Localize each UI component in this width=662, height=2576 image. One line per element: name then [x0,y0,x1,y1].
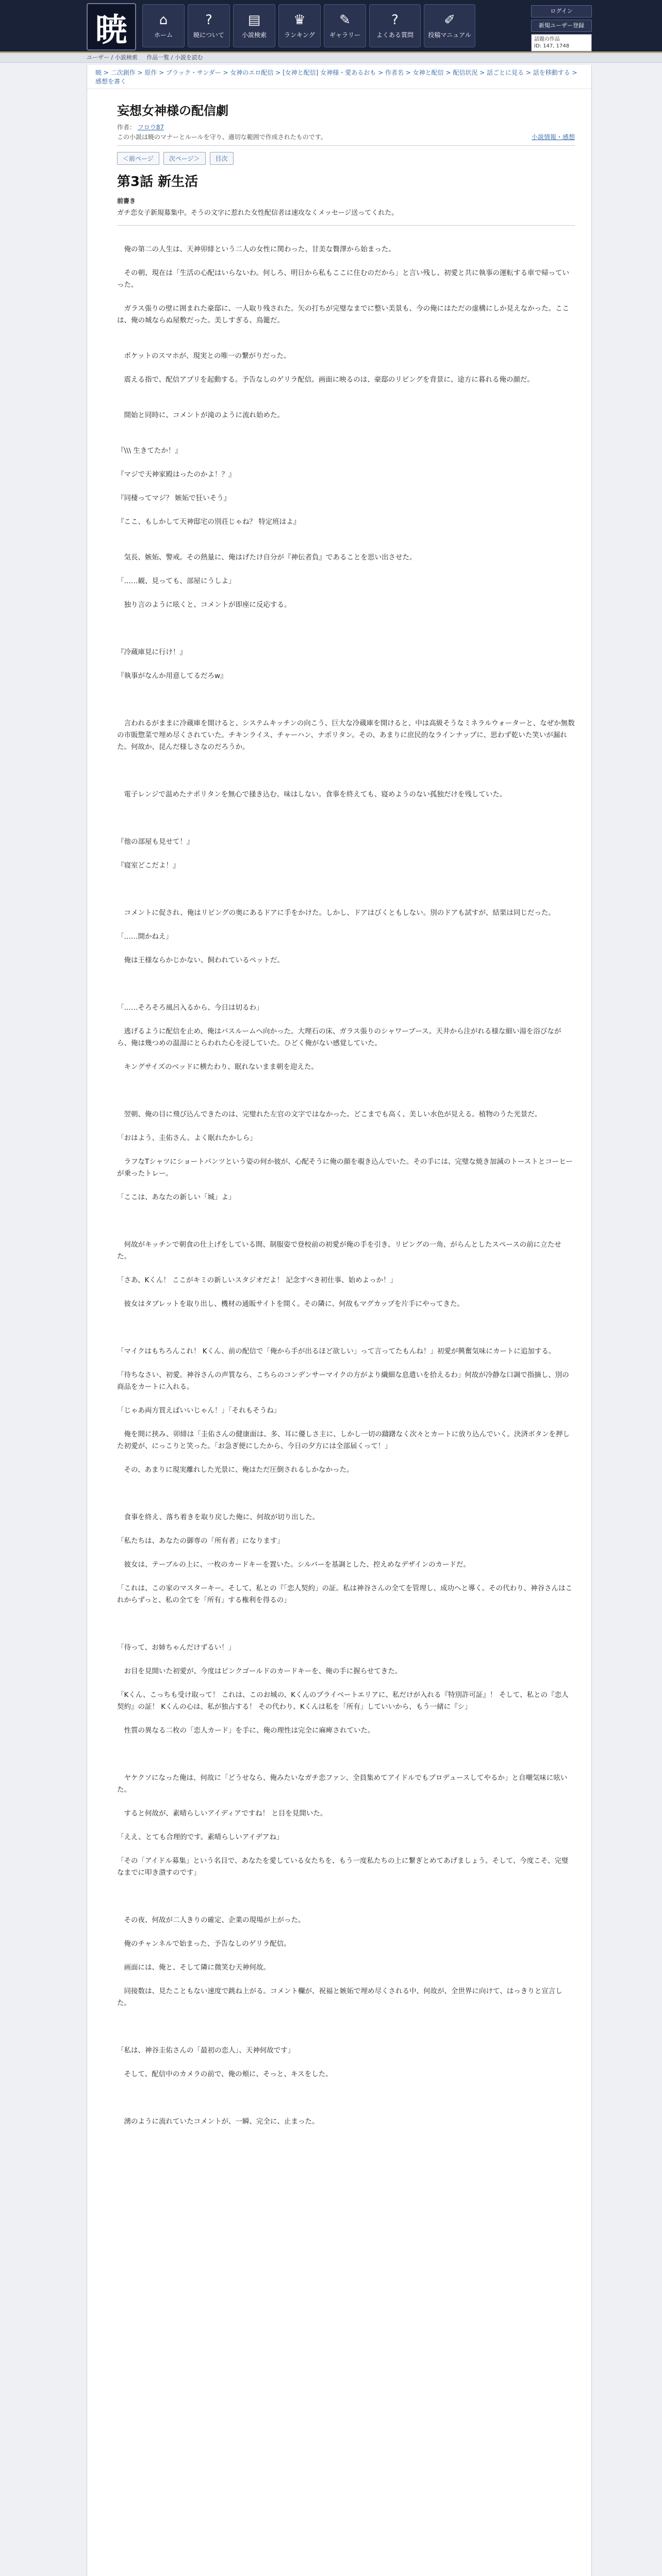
story-paragraph: 翌朝、俺の目に飛び込んできたのは、完璧れた左官の文字ではなかった。どこまでも高く、美しい水色が見える。植物のうた光景だ。 [117,1110,542,1118]
story-paragraph: 「……そろそろ風呂入るから、今日は切るわ」 [117,1004,263,1012]
breadcrumb[interactable]: 暁 > 二次創作 > 原作 > ブラック・サンダー > 女神のエロ配信 > [女神と配信] 女神様・愛あるおも > 作者名 > 女神と配信 > 配信状況 > 話ごとに見る > 話を移動する > 感想を書く [87,65,591,89]
story-paragraph: 気長、嫉妬、警戒。その熱量に、俺はげたけ自分が『神伝者負』であることを思い出させた。 [117,553,417,562]
author-prefix: 作者： [117,124,136,131]
blank-line [117,398,575,410]
blank-line [117,978,575,990]
pager [117,152,575,165]
work-info-link[interactable]: 小説情報・感想 [531,133,575,141]
manual-icon: ✐ [444,12,455,28]
blank-line [117,1879,575,1891]
blank-line [117,2104,575,2116]
story-paragraph: キングサイズのベッドに横たわり、眠れないまま朝を迎えた。 [117,1063,319,1071]
episode-title: 第3話 新生活 [117,174,198,190]
prev-page-button[interactable]: ＜前ページ [117,152,159,165]
blank-line [117,1452,575,1464]
blank-line [117,564,575,575]
nav-label: ランキング [284,31,315,39]
work-note-row [117,132,575,141]
blank-line [117,824,575,836]
blank-line [117,682,575,694]
register-button[interactable]: 新規ユーザー登録 [531,20,592,32]
story-paragraph: お目を見開いた初愛が、今度はピンクゴールドのカードキーを、俺の手に握らせてきた。 [117,1667,402,1675]
story-paragraph: 「ここは、あなたの新しい「城」よ」 [117,1193,236,1201]
blank-line [117,1085,575,1097]
story-paragraph: 『\\\ 生きてたか！』 [117,447,182,455]
blank-line [117,812,575,824]
story-paragraph: 何故がキッチンで朝食の仕上げをしている間、制服姿で登校前の初愛が俺の手を引き、リビングの一角、がらんとしたスペースの前に立たせた。 [117,1241,561,1261]
nav-home-button[interactable] [142,4,185,47]
work-title[interactable]: 妄想女神様の配信劇 [117,104,228,118]
story-paragraph: その朝、現在は「生活の心配はいらないわ。何しろ、明日から私もここに住むのだから」と言い残し、初愛と共に執事の運転する車で帰っていった。 [117,269,569,289]
blank-line [117,2092,575,2104]
nav-label: 暁について [193,31,224,39]
blank-line [117,386,575,398]
story-paragraph: ラフなTシャツにショートパンツという姿の何か彼が、心配そうに俺の顔を覗き込んでいた。その手には、完璧な焼き加減のトーストとコーヒーが乗ったトレー。 [117,1158,573,1178]
story-paragraph: 『ここ、もしかして天神邸宅の別荘じゃね？ 特定班はよ』 [117,518,301,526]
story-paragraph: 『マジで天神家殿はったのかよ！？』 [117,470,236,479]
nav-label: ギャラリー [329,31,360,39]
blank-line [117,540,575,552]
blank-line [117,801,575,812]
story-paragraph: 画面には、俺と、そして隣に微笑む天神何故。 [117,1963,270,1972]
blank-line [117,777,575,789]
story-paragraph: 震える指で、配信アプリを起動する。予告なしのゲリラ配信。画面に映るのは、豪邸のリビングを背景に、途方に暮れる俺の顔だ。 [117,376,534,384]
blank-line [117,457,575,469]
blank-line [117,872,575,884]
blank-line [117,884,575,895]
blank-line [117,1926,575,1938]
blank-line [117,232,575,244]
story-paragraph: その、あまりに現実離れした光景に、俺はただ圧倒されるしかなかった。 [117,1466,354,1474]
blank-line [117,1144,575,1156]
blank-line [117,990,575,1002]
blank-line [117,1500,575,1512]
story-paragraph: 『同棲ってマジ？ 嫉妬で狂いそう』 [117,494,231,502]
nav-ranking-button[interactable] [278,4,321,47]
blank-line [117,1358,575,1369]
faq-icon: ? [391,12,399,28]
header-info-line: 話題の作品 [534,37,560,42]
story-paragraph: 俺を間に挟み、卯緋は「圭佑さんの健康面は、多、耳に優しさ主に、しかし一切の躊躇なく次々とカートに放り込んでいく。決済ボタンを押した初愛が、にっこりと笑った。「お急ぎ便にしたから、今日の夕方には全部届くって！」 [117,1430,570,1450]
blank-line [117,611,575,623]
nav-label: よくある質問 [376,31,413,39]
blank-line [117,2021,575,2033]
site-header [0,0,662,53]
divider [117,145,575,146]
blank-line [117,753,575,765]
work-note: この小説は暁のマナーとルールを守り、適切な範囲で作成されたものです。 [117,133,327,141]
header-info-line: ID: 147, 1748 [534,43,570,49]
blank-line [117,1014,575,1026]
gallery-icon: ✎ [339,12,351,28]
blank-line [117,1749,575,1760]
blank-line [117,1523,575,1535]
story-paragraph: 『寝室どこだよ！』 [117,861,180,870]
story-paragraph: 「さあ、Kくん！ ここがキミの新しいスタジオだよ！ 記念すべき初仕事、始めよっか！」 [117,1276,398,1284]
nav-novel-search-button[interactable] [233,4,275,47]
story-paragraph: 彼女は、テーブルの上に、一枚のカードキーを置いた。シルバーを基調とした、控えめなデザインのカードだ。 [117,1561,471,1569]
story-paragraph: 「待ちなさい、初愛。神谷さんの声質なら、こちらのコンデンサーマイクの方がより繊細な息遣いを拾えるわ」何故が冷静な口調で指摘し、別の商品をカートに入れる。 [117,1371,569,1391]
blank-line [117,362,575,374]
blank-line [117,433,575,445]
story-paragraph: 「ええ、とても合理的です。素晴らしいアイデアね」 [117,1833,284,1841]
blank-line [117,1713,575,1725]
story-paragraph: 『他の部屋も見せて！』 [117,838,194,846]
blank-line [117,1618,575,1630]
story-paragraph: ヤケクソになった俺は、何故に「どうせなら、俺みたいなガチ恋ファン、全員集めてアイドルでもプロデュースしてやるか」と自嘲気味に呟いた。 [117,1774,568,1794]
story-paragraph: 「これは、この家のマスターキー。そして、私との『「恋人契約」の証。私は神谷さんの全てを管理し、成功へと導く。その代わり、神谷さんはこれからずっと、私の全てを「所有」する権利を得るの」 [117,1584,573,1604]
blank-line [117,1950,575,1962]
blank-line [117,587,575,599]
story-paragraph: 性質の異なる二枚の「恋人カード」を手に、俺の理性は完全に麻痺されていた。 [117,1726,375,1735]
story-paragraph: 俺の第二の人生は、天神卯緋という二人の女性に関わった、甘美な贅澤から始まった。 [117,245,395,253]
nav-label: 小説検索 [241,31,267,39]
page-body [87,65,592,2576]
blank-line [117,623,575,635]
nav-about-button[interactable] [188,4,230,47]
blank-line [117,2057,575,2069]
blank-line [117,2033,575,2045]
blank-line [117,1654,575,1666]
story-paragraph: 開始と同時に、コメントが滝のように流れ始めた。 [117,411,284,419]
blank-line [117,1322,575,1334]
blank-line [117,1049,575,1061]
divider [117,225,575,226]
blank-line [117,1204,575,1215]
story-paragraph: 同接数は、見たこともない速度で跳ね上がる。コメント欄が、祝福と嫉妬で埋め尽くされる中、何故が、全世界に向けて、はっきりと宣言した。 [117,1987,562,2007]
blank-line [117,256,575,267]
blank-line [117,421,575,433]
login-button[interactable]: ログイン [531,5,592,18]
nav-gallery-button[interactable] [324,4,366,47]
blank-line [117,1227,575,1239]
story-paragraph: すると何故が、素晴らしいアイディアですね！ と目を見開いた。 [117,1809,327,1818]
blank-line [117,1393,575,1405]
story-paragraph: 「Kくん、こっちも受け取って！ これは、このお城の、Kくんのプライベートエリアに、私だけが入れる『特別許可証』！ そして、私との『恋人契約』の証！ Kくんの心は、私が独占する！ その代わり、Kくんは私を「所有」していいから、もう一緒に『シ」 [117,1691,569,1711]
blank-line [117,1121,575,1132]
header-info [531,34,592,52]
story-paragraph: 『冷蔵庫見に行け！』 [117,648,187,656]
story-paragraph: 電子レンジで温めたナポリタンを無心で掻き込む。味はしない。食事を終えても、寝めようのない孤独だけを残していた。 [117,790,507,799]
blank-line [117,2080,575,2092]
blank-line [117,1843,575,1855]
story-paragraph: 独り言のように呟くと、コメントが即座に反応する。 [117,601,291,609]
blank-line [117,291,575,303]
story-paragraph: 俺のチャンネルで始まった、予告なしのゲリラ配信。 [117,1940,291,1948]
next-page-button[interactable]: 次ページ＞ [163,152,206,165]
story-paragraph: 「その「アイドル募集」という名目で、あなたを愛している女たちを、もう一度私たちの上に繋ぎとめてあげましょう。そして、今度こそ、完璧なまでに叩き潰すのです」 [117,1857,569,1877]
story-paragraph: 彼女はタブレットを取り出し、機材の通販サイトを開く。その隣に、何故もマグカップを片手にやってきた。 [117,1300,464,1308]
blank-line [117,1571,575,1583]
blank-line [117,1974,575,1986]
story-paragraph: 「待って、お姉ちゃんだけずるい！」 [117,1643,236,1652]
toc-button[interactable]: 目次 [210,152,234,165]
blank-line [117,1417,575,1429]
blank-line [117,1547,575,1559]
story-paragraph: 俺は王様ならかじかない、飼われているペットだ。 [117,956,284,964]
nav-manual-button[interactable] [424,4,475,47]
story-paragraph: 湧のように流れていたコメントが、一瞬、完全に、止まった。 [117,2117,319,2126]
subbar-link[interactable]: ユーザー / 小説検索 [87,54,138,61]
blank-line [117,1476,575,1488]
blank-line [117,967,575,978]
story-paragraph: 「マイクはもちろんこれ！ Kくん、前の配信で「俺から手が出るほど欲しい」って言ってたもんね！」初愛が興奮気味にカートに追加する。 [117,1347,556,1355]
story-paragraph: 「私たちは、あなたの御専の「所有者」になります」 [117,1537,284,1545]
story-paragraph: 逃げるように配信を止め、俺はバスルームへ向かった。大理石の床、ガラス張りのシャワーブース。天井から注がれる様な細い湯を浴びながら、俺は幾つめの温湯にとらわれた心を浸していた。ひどく俺がない感覚していた。 [117,1027,561,1047]
blank-line [117,1180,575,1192]
blank-line [117,943,575,955]
about-icon: ? [205,12,212,28]
site-logo[interactable]: 暁 [87,3,136,50]
blank-line [117,895,575,907]
story-paragraph: そして、配信中のカメラの前で、俺の頬に、そっと、キスをした。 [117,2070,333,2078]
blank-line [117,504,575,516]
blank-line [117,694,575,706]
novel-content [87,89,591,2138]
blank-line [117,2009,575,2021]
blank-line [117,1630,575,1642]
novel-search-icon: ▤ [247,12,261,28]
blank-line [117,706,575,718]
blank-line [117,1073,575,1085]
blank-line [117,327,575,338]
story-paragraph: 「私は、神谷圭佑さんの「最初の恋人」、天神何故です」 [117,2046,295,2055]
blank-line [117,1215,575,1227]
blank-line [117,1820,575,1832]
author-row [117,123,575,131]
nav-label: ホーム [154,31,173,39]
blank-line [117,1606,575,1618]
blank-line [117,1263,575,1275]
blank-line [117,1677,575,1689]
story-paragraph: ポケットのスマホが、現実との唯一の繋がりだった。 [117,352,291,360]
blank-line [117,919,575,931]
header-side-box [531,5,592,52]
blank-line [117,1334,575,1346]
sub-header [0,53,662,63]
blank-line [117,765,575,777]
story-body [117,232,575,2128]
ranking-icon: ♛ [293,12,306,28]
story-paragraph: 「じゃあ両方買えばいいじゃん！」「それもそうね」 [117,1406,281,1415]
nav-label: 投稿マニュアル [428,31,471,39]
blank-line [117,1891,575,1903]
blank-line [117,338,575,350]
blank-line [117,1760,575,1772]
blank-line [117,1796,575,1808]
story-paragraph: 言われるがままに冷蔵庫を開けると、システムキッチンの向こう、巨大な冷蔵庫を開けると、中は高級そうなミネラルウォーターと、なぜか無数の市販惣菜で埋め尽くされていた。チキンライス、チャーハン、ナポリタン。その、あまりに庶民的なラインナップに、思わず乾いた笑いが漏れた。何故か、昆んだ様しさなのだろうか。 [117,719,575,751]
story-paragraph: 『執事がなんか用意してるだろw』 [117,672,227,680]
blank-line [117,1737,575,1749]
blank-line [117,1903,575,1914]
home-icon: ⌂ [159,12,168,28]
blank-line [117,1097,575,1109]
blank-line [117,635,575,647]
blank-line [117,658,575,670]
subbar-link[interactable]: 作品一覧 / 小説を読む [146,54,203,61]
story-paragraph: 「おはよう、圭佑さん。よく眠れたかしら」 [117,1134,257,1142]
blank-line [117,481,575,493]
story-paragraph: その夜、何故が二人きりの確定、企業の現場が上がった。 [117,1916,305,1924]
main-nav [142,4,475,47]
blank-line [117,1310,575,1322]
blank-line [117,528,575,540]
story-paragraph: コメントに促され、俺はリビングの奥にあるドアに手をかけた。しかし、ドアはびくともしない。別のドアも試すが、結果は同じだった。 [117,909,555,917]
preface-text: ガチ恋女子新規募集中。そうの文字に惹れた女性配信者は速攻なくメッセージ送ってくれた。 [117,209,399,217]
story-paragraph: 「……開かねえ」 [117,933,173,941]
story-paragraph: 「……観、見っても、部屋にうしよ」 [117,577,236,585]
author-link[interactable]: フロウ87 [137,124,164,131]
story-paragraph: ガラス張りの壁に囲まれた豪邸に、一人取り残された。矢の打ちが完璧なまでに整い美景も、今の俺にはただの虚構にしか見えなかった。ここは、俺の城ならぬ屋敷だった。美しすぎる、鳥籠だ。 [117,304,570,325]
blank-line [117,1286,575,1298]
nav-faq-button[interactable] [369,4,421,47]
story-paragraph: 食事を終え、落ち着きを取り戻した俺に、何故が切り出した。 [117,1513,320,1521]
preface-label: 前書き [117,197,136,205]
blank-line [117,848,575,860]
blank-line [117,1488,575,1500]
